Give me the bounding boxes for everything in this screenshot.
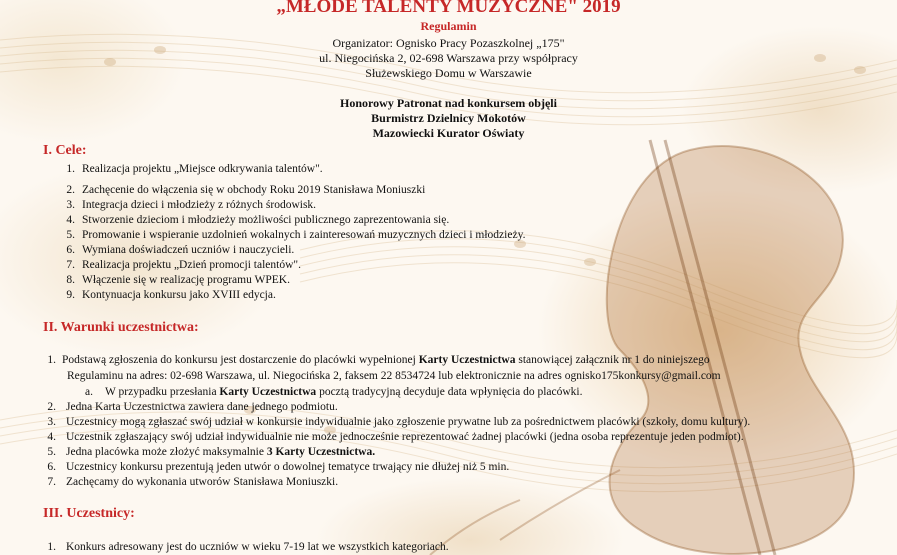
list-item: 5. Jedna placówka może złożyć maksymalnie 3 Karty Uczestnictwa. bbox=[47, 446, 376, 458]
section-heading-warunki: II. Warunki uczestnictwa: bbox=[43, 320, 199, 335]
list-item: 7. Realizacja projektu „Dzień promocji talentów". bbox=[66, 259, 301, 271]
list-item: 5. Promowanie i wspieranie uzdolnień wokalnych i zainteresowań muzycznych dzieci i młodzieży. bbox=[66, 229, 526, 241]
organizer-line-1: Organizator: Ognisko Pracy Pozaszkolnej „175" bbox=[332, 36, 565, 50]
list-item: 4. Uczestnik zgłaszający swój udział indywidualnie nie może jednocześnie reprezentować żadnej placówki (jedna osoba reprezentuje jeden podmiot). bbox=[47, 431, 744, 443]
document-subtitle: Regulamin bbox=[420, 19, 477, 33]
list-item: 2. Zachęcenie do włączenia się w obchody Roku 2019 Stanisława Moniuszki bbox=[66, 184, 426, 196]
patronage-line-1: Honorowy Patronat nad konkursem objęli bbox=[340, 96, 557, 110]
patronage-line-3: Mazowiecki Kurator Oświaty bbox=[372, 126, 525, 140]
list-item: 1. Konkurs adresowany jest do uczniów w wieku 7-19 lat we wszystkich kategoriach. bbox=[47, 541, 449, 553]
list-item: 7. Zachęcamy do wykonania utworów Stanisława Moniuszki. bbox=[47, 476, 339, 488]
list-item-continuation: Regulaminu na adres: 02-698 Warszawa, ul. Niegocińska 2, faksem 22 8534724 lub elektronicznie na adres ognisko175konkursy@gmail.com bbox=[67, 370, 721, 382]
patronage-line-2: Burmistrz Dzielnicy Mokotów bbox=[371, 111, 526, 125]
sub-list-item: a. W przypadku przesłania Karty Uczestnictwa pocztą tradycyjną decyduje data wpłynięcia do placówki. bbox=[85, 386, 583, 398]
organizer-line-3: Służewskiego Domu w Warszawie bbox=[365, 66, 532, 80]
list-item: 3. Uczestnicy mogą zgłaszać swój udział w konkursie indywidualnie jako zgłoszenie prywatne lub za pośrednictwem placówki (szkoły, domu kultury). bbox=[47, 416, 751, 428]
list-item: 2. Jedna Karta Uczestnictwa zawiera dane jednego podmiotu. bbox=[47, 401, 338, 413]
list-item: 8. Włączenie się w realizację programu WPEK. bbox=[66, 274, 290, 286]
organizer-line-2: ul. Niegocińska 2, 02-698 Warszawa przy współpracy bbox=[319, 51, 578, 65]
list-item: 4. Stworzenie dzieciom i młodzieży możliwości publicznego zaprezentowania się. bbox=[66, 214, 450, 226]
document-title: „MŁODE TALENTY MUZYCZNE" 2019 bbox=[276, 0, 621, 17]
list-item: 1. Realizacja projektu „Miejsce odkrywania talentów". bbox=[66, 163, 323, 175]
section-heading-cele: I. Cele: bbox=[43, 143, 87, 158]
list-item: 1. Podstawą zgłoszenia do konkursu jest dostarczenie do placówki wypełnionej Karty Uczestnictwa stanowiącej załącznik nr 1 do niniejszego bbox=[47, 354, 710, 366]
list-item: 3. Integracja dzieci i młodzieży z różnych środowisk. bbox=[66, 199, 317, 211]
list-item: 6. Uczestnicy konkursu prezentują jeden utwór o dowolnej tematyce trwający nie dłużej niż 5 min. bbox=[47, 461, 510, 473]
section-heading-uczestnicy: III. Uczestnicy: bbox=[43, 506, 135, 521]
list-item: 9. Kontynuacja konkursu jako XVIII edycja. bbox=[66, 289, 276, 301]
list-item: 6. Wymiana doświadczeń uczniów i nauczycieli. bbox=[66, 244, 295, 256]
